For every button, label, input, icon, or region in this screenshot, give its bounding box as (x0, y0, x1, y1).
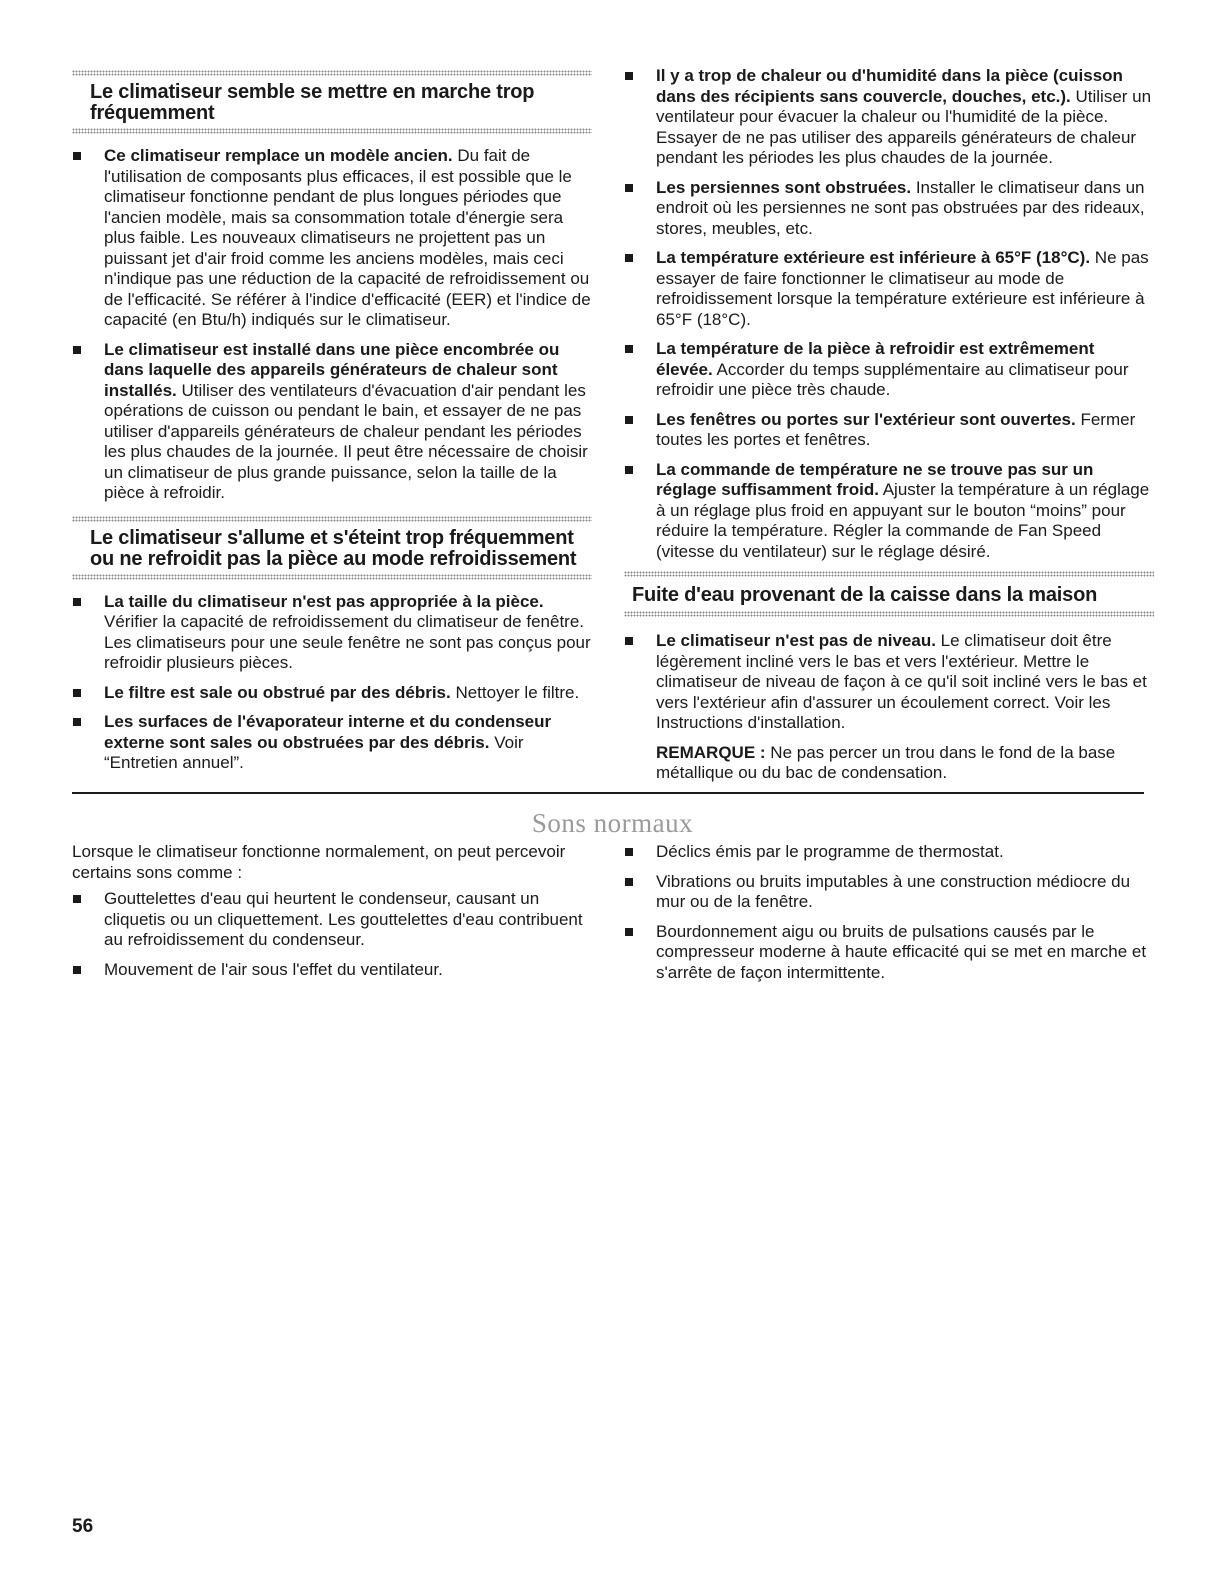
list-item (624, 178, 1154, 240)
list-item (624, 410, 1154, 451)
section-divider (72, 574, 592, 580)
right-column (624, 66, 1154, 784)
section-list (624, 631, 1154, 734)
item-text: Nettoyer le filtre. (450, 682, 580, 702)
section-heading-water-leak: Fuite d'eau provenant de la caisse dans la maison (632, 584, 1098, 606)
section-heading-cycling: Le climatiseur s'allume et s'éteint trop fréquemment ou ne refroidit pas la pièce au mode refroidissement (90, 526, 577, 570)
list-item (624, 248, 1154, 330)
note-label: REMARQUE : (656, 742, 766, 762)
item-bold: Il y a trop de chaleur ou d'humidité dans la pièce (cuisson dans des récipients sans couvercle, douches, etc.). (656, 66, 1123, 106)
item-bold: La température extérieure est inférieure à 65°F (18°C). (656, 248, 1091, 267)
item-bold: Le climatiseur est installé dans une pièce encombrée ou dans laquelle des appareils générateurs de chaleur sont installés. (104, 339, 560, 400)
item-text: Utiliser un ventilateur pour évacuer la chaleur ou l'humidité de la pièce. Essayer de ne pas utiliser des appareils générateurs de chaleur pendant les périodes les plus chaudes de la journée. (656, 86, 1152, 167)
list-item: Déclics émis par le programme de thermostat. (624, 842, 1154, 863)
section-divider (72, 516, 592, 522)
page-number: 56 (72, 1516, 94, 1537)
item-bold: Le filtre est sale ou obstrué par des débris. (104, 682, 451, 702)
list-item: Bourdonnement aigu ou bruits de pulsations causés par le compresseur moderne à haute efficacité qui se met en marche et s'arrête de façon intermittente. (624, 922, 1154, 984)
list-item (624, 460, 1154, 563)
note (624, 743, 1154, 784)
horizontal-rule (72, 792, 1144, 794)
item-text: Le climatiseur doit être légèrement incliné vers le bas et vers l'extérieur. Mettre le climatiseur de niveau de façon à ce qu'il soit incliné vers le bas et vers l'extérieur afin d'assurer un écoulement correct. Voir les Instructions d'installation. (656, 631, 1147, 732)
list-item (72, 592, 592, 674)
item-text: Fermer toutes les portes et fenêtres. (656, 409, 1136, 449)
left-column (72, 70, 592, 783)
item-bold: Les surfaces de l'évaporateur interne et du condenseur externe sont sales ou obstruées par des débris. (104, 712, 552, 752)
section-title-normal-sounds: Sons normaux (531, 808, 694, 838)
item-text: Vérifier la capacité de refroidissement du climatiseur de fenêtre. Les climatiseurs pour une seule fenêtre ne sont pas conçus pour refroidir plusieurs pièces. (104, 612, 591, 672)
sounds-list (624, 842, 1154, 983)
sounds-intro: Lorsque le climatiseur fonctionne normalement, on peut percevoir certains sons comme : (72, 842, 566, 882)
sounds-left-column (72, 842, 592, 989)
list-item: Mouvement de l'air sous l'effet du ventilateur. (72, 960, 592, 981)
section-list (72, 592, 592, 774)
item-text: Voir “Entretien annuel”. (104, 732, 524, 772)
list-item (72, 340, 592, 504)
section-list (624, 66, 1154, 562)
list-item (624, 631, 1154, 734)
sounds-right-column (624, 842, 1154, 992)
section-heading-frequent-start: Le climatiseur semble se mettre en marche trop fréquemment (90, 81, 535, 124)
item-text: Accorder du temps supplémentaire au climatiseur pour refroidir une pièce très chaude. (656, 359, 1129, 399)
item-bold: La taille du climatiseur n'est pas appropriée à la pièce. (104, 591, 544, 611)
section-divider (624, 571, 1154, 577)
section-divider (624, 611, 1154, 617)
item-bold: La commande de température ne se trouve pas sur un réglage suffisamment froid. (656, 459, 1094, 499)
list-item (72, 712, 592, 774)
item-bold: Les persiennes sont obstruées. (656, 177, 912, 197)
list-item (624, 66, 1154, 169)
item-bold: Les fenêtres ou portes sur l'extérieur sont ouvertes. (656, 409, 1076, 429)
list-item: Gouttelettes d'eau qui heurtent le condenseur, causant un cliquetis ou un cliquettement. Les gouttelettes d'eau contribuent au refroidissement du condenseur. (72, 889, 592, 951)
item-text: Ne pas essayer de faire fonctionner le climatiseur au mode de refroidissement lorsque la température extérieure est inférieure à 65°F (18°C). (656, 248, 1149, 329)
item-text: Installer le climatiseur dans un endroit où les persiennes ne sont pas obstruées par des rideaux, stores, meubles, etc. (656, 177, 1145, 238)
list-item: Vibrations ou bruits imputables à une construction médiocre du mur ou de la fenêtre. (624, 872, 1154, 913)
item-bold: La température de la pièce à refroidir est extrêmement élevée. (656, 339, 1095, 379)
note-text: Ne pas percer un trou dans le fond de la base métallique ou du bac de condensation. (656, 742, 1116, 782)
section-divider (72, 70, 592, 76)
section-list (72, 146, 592, 504)
item-bold: Ce climatiseur remplace un modèle ancien. (104, 146, 453, 165)
list-item (72, 683, 592, 704)
item-text: Du fait de l'utilisation de composants plus efficaces, il est possible que le climatiseur fonctionne pendant de plus longues périodes que l'ancien modèle, mais sa consommation totale d'énergie sera plus faible. Les nouveaux climatiseurs ne projettent pas un puissant jet d'air froid comme les anciens modèles, mais ceci n'indique pas une réduction de la capacité de refroidissement ou de l'efficacité. Se référer à l'indice d'efficacité (EER) et l'indice de capacité (en Btu/h) indiqués sur le climatiseur. (104, 146, 591, 329)
list-item (624, 339, 1154, 401)
item-text: Ajuster la température à un réglage à un réglage plus froid en appuyant sur le bouton “moins” pour réduire la température. Régler la commande de Fan Speed (vitesse du ventilateur) sur le réglage désiré. (656, 480, 1150, 561)
item-text: Utiliser des ventilateurs d'évacuation d'air pendant les opérations de cuisson ou pendant le bain, et essayer de ne pas utiliser d'appareils générateurs de chaleur pendant les périodes les plus chaudes de la journée. Il peut être nécessaire de choisir un climatiseur de plus grande puissance, selon la taille de la pièce à refroidir. (104, 380, 588, 502)
sounds-list (72, 889, 592, 980)
item-bold: Le climatiseur n'est pas de niveau. (656, 631, 936, 650)
list-item (72, 146, 592, 331)
section-divider (72, 128, 592, 134)
